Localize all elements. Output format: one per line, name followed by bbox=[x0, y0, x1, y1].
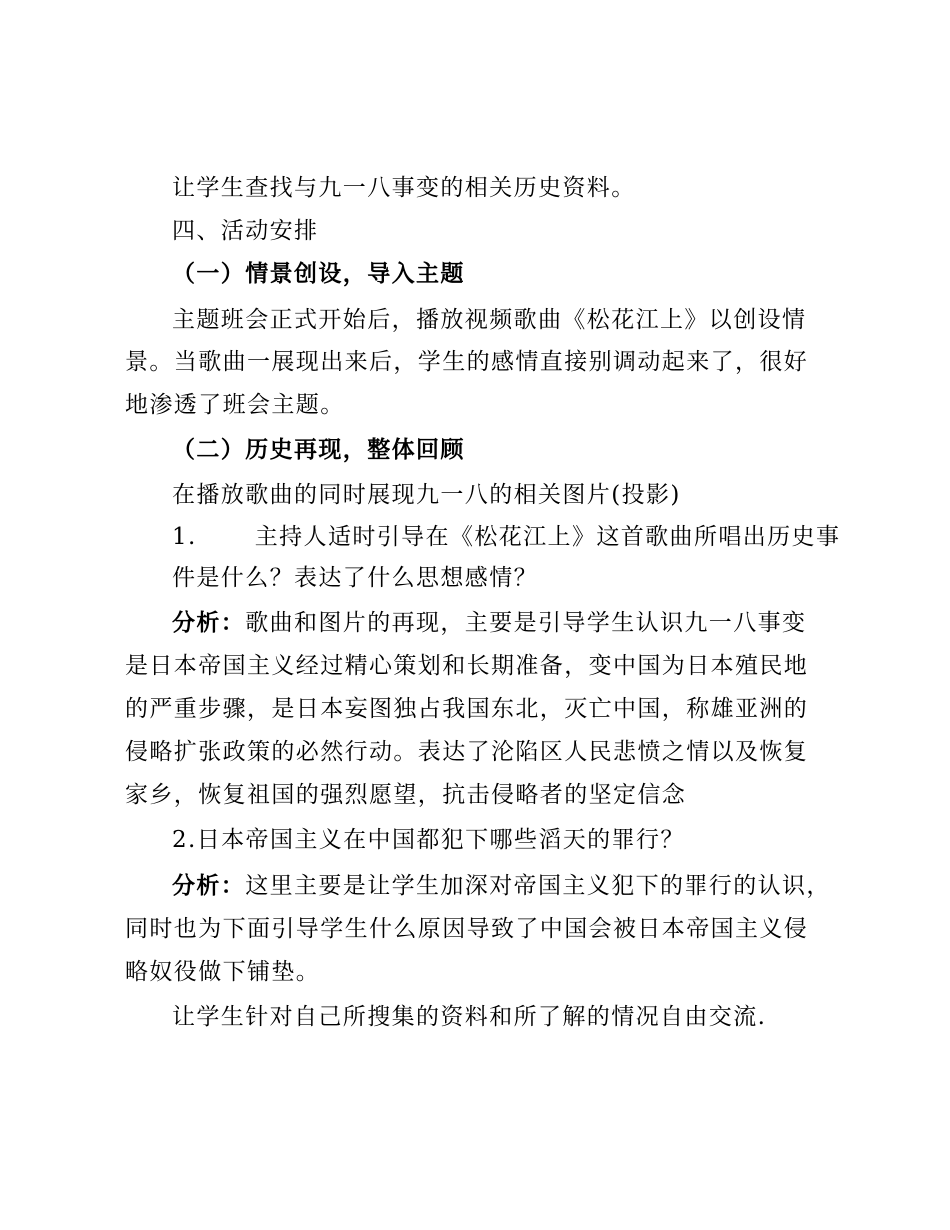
paragraph-scene-line-2: 景。当歌曲一展现出来后，学生的感情直接别调动起来了，很好 bbox=[125, 349, 809, 375]
analysis-1-line-4: 侵略扩张政策的必然行动。表达了沦陷区人民悲愤之情以及恢复 bbox=[125, 739, 809, 765]
analysis-1-line-2: 是日本帝国主义经过精心策划和长期准备，变中国为日本殖民地 bbox=[125, 653, 809, 679]
paragraph-free-discussion: 让学生针对自己所搜集的资料和所了解的情况自由交流. bbox=[172, 1004, 767, 1030]
analysis-1-label: 分析： bbox=[172, 609, 246, 636]
analysis-2-line-2: 同时也为下面引导学生什么原因导致了中国会被日本帝国主义侵 bbox=[125, 916, 809, 942]
section-heading-activity: 四、活动安排 bbox=[172, 218, 319, 244]
question-1-number: 1. bbox=[172, 524, 197, 550]
question-1-line-2: 件是什么？表达了什么思想感情？ bbox=[172, 565, 538, 591]
paragraph-collect-materials: 让学生查找与九一八事变的相关历史资料。 bbox=[172, 175, 636, 201]
analysis-1-line-5: 家乡，恢复祖国的强烈愿望，抗击侵略者的坚定信念 bbox=[125, 782, 687, 808]
paragraph-scene-line-3: 地渗透了班会主题。 bbox=[125, 392, 345, 418]
analysis-1-line-1 bbox=[172, 608, 892, 638]
analysis-1-line-3: 的严重步骤，是日本妄图独占我国东北，灭亡中国，称雄亚洲的 bbox=[125, 696, 809, 722]
question-1-line-1 bbox=[172, 522, 892, 552]
question-1-text-1: 主持人适时引导在《松花江上》这首歌曲所唱出历史事 bbox=[254, 524, 841, 550]
question-2: 2.日本帝国主义在中国都犯下哪些滔天的罪行？ bbox=[172, 827, 685, 853]
subsection-heading-scene: （一）情景创设，导入主题 bbox=[172, 260, 465, 287]
analysis-2-line-1 bbox=[172, 871, 892, 901]
analysis-2-line-3: 略奴役做下铺垫。 bbox=[125, 959, 321, 985]
analysis-2-label: 分析： bbox=[172, 872, 246, 899]
subsection-heading-history: （二）历史再现，整体回顾 bbox=[172, 436, 465, 463]
paragraph-projection: 在播放歌曲的同时展现九一八的相关图片(投影) bbox=[172, 482, 681, 508]
paragraph-scene-line-1: 主题班会正式开始后，播放视频歌曲《松花江上》以创设情 bbox=[172, 307, 807, 333]
analysis-1-text-1: 歌曲和图片的再现，主要是引导学生认识九一八事变 bbox=[245, 610, 807, 636]
analysis-2-text-1: 这里主要是让学生加深对帝国主义犯下的罪行的认识， bbox=[245, 873, 831, 899]
